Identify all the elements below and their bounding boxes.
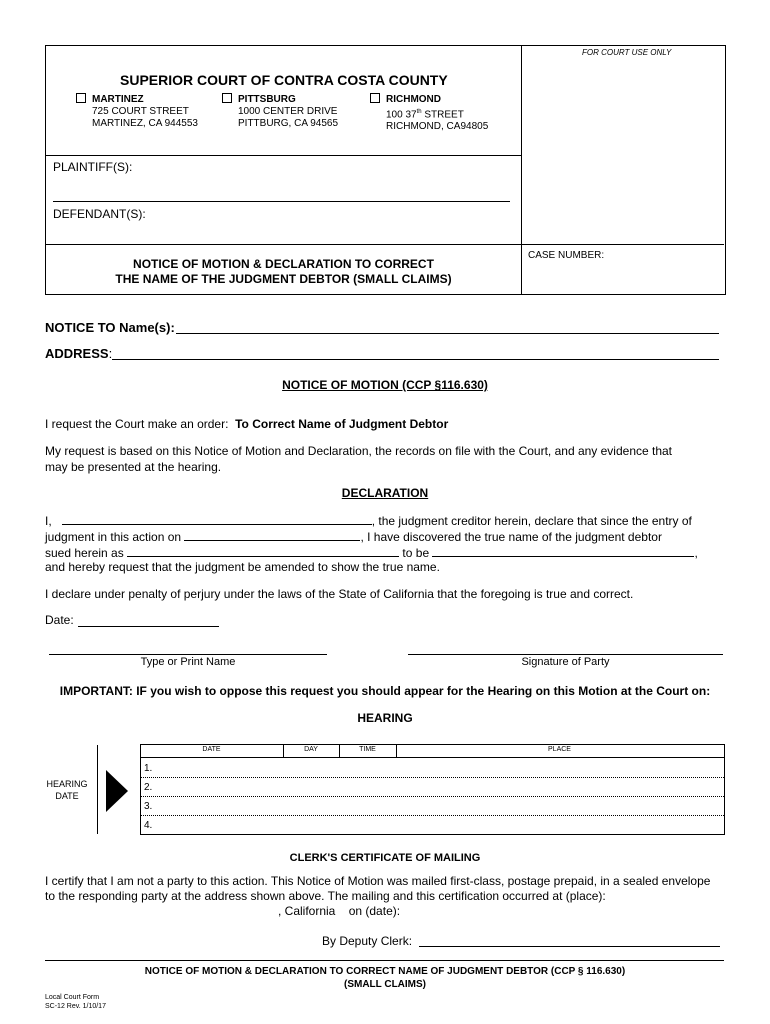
form-title [45, 257, 522, 287]
declaration-line-1: I, , the judgment creditor herein, declare that since the entry of [45, 514, 692, 528]
hearing-heading: HEARING [357, 711, 413, 725]
declarant-name-field[interactable] [62, 512, 372, 525]
clerk-place-date: , California on (date): [278, 904, 401, 918]
martinez-checkbox[interactable] [76, 93, 86, 103]
location-martinez [76, 93, 198, 130]
sued-name-field[interactable] [127, 544, 399, 557]
form-number: Local Court Form SC-12 Rev. 1/10/17 [45, 994, 106, 1010]
clerk-statement: I certify that I am not a party to this action. This Notice of Motion was mailed first-class, postage prepaid, in a sealed envelope to the responding party at the address shown above. The mailing and this certification occurred at (place): [45, 874, 711, 903]
arrow-right-icon [106, 770, 130, 812]
deputy-clerk-line[interactable] [419, 946, 720, 947]
court-title: SUPERIOR COURT OF CONTRA COSTA COUNTY [120, 72, 448, 88]
clerk-heading: CLERK'S CERTIFICATE OF MAILING [289, 852, 481, 864]
print-name-line[interactable] [49, 654, 327, 655]
signature-label: Signature of Party [521, 656, 610, 668]
pittsburg-address-1: 1000 CENTER DRIVE [238, 106, 338, 117]
perjury-statement: I declare under penalty of perjury under the laws of the State of California that the foregoing is true and correct. [45, 587, 634, 601]
martinez-address-2: MARTINEZ, CA 944553 [92, 118, 198, 129]
richmond-address-1: 100 37th STREET [386, 109, 464, 121]
judgment-date-field[interactable] [184, 528, 360, 541]
notice-to-line[interactable] [176, 333, 719, 334]
richmond-address-2: RICHMOND, CA94805 [386, 121, 489, 133]
pittsburg-address-2: PITTBURG, CA 94565 [238, 118, 339, 129]
form-title-line-2: THE NAME OF THE JUDGMENT DEBTOR (SMALL CLAIMS) [115, 272, 452, 286]
address-line[interactable] [112, 359, 719, 360]
martinez-name: MARTINEZ [92, 94, 144, 105]
address-label: ADDRESS: [45, 346, 113, 361]
motion-heading: NOTICE OF MOTION (CCP §116.630) [282, 378, 488, 392]
richmond-checkbox[interactable] [370, 93, 380, 103]
pittsburg-name: PITTSBURG [238, 94, 296, 105]
pittsburg-checkbox[interactable] [222, 93, 232, 103]
declaration-line-2: judgment in this action on , I have discovered the true name of the judgment debtor [45, 530, 662, 544]
hearing-side-label: HEARING DATE [46, 779, 88, 801]
hearing-row[interactable]: 3. [144, 801, 153, 812]
court-use-label: FOR COURT USE ONLY [582, 48, 672, 57]
signature-line[interactable] [408, 654, 723, 655]
print-name-label: Type or Print Name [140, 656, 236, 668]
motion-request: I request the Court make an order: To Correct Name of Judgment Debtor [45, 417, 449, 431]
declaration-line-4: and hereby request that the judgment be amended to show the true name. [45, 560, 440, 574]
declaration-line-3: sued herein as to be , [45, 546, 698, 560]
plaintiff-line[interactable] [53, 201, 510, 202]
richmond-name: RICHMOND [386, 94, 441, 105]
col-place: PLACE [548, 746, 571, 753]
date-line[interactable] [78, 626, 219, 627]
location-richmond [370, 93, 488, 133]
true-name-field[interactable] [432, 544, 694, 557]
motion-basis: My request is based on this Notice of Motion and Declaration, the records on file with the Court, and any evidence that may be presented at the hearing. [45, 444, 673, 474]
deputy-clerk-label: By Deputy Clerk: [322, 934, 413, 948]
location-pittsburg [222, 93, 338, 130]
declaration-heading: DECLARATION [341, 486, 429, 500]
defendant-label: DEFENDANT(S): [53, 207, 146, 221]
hearing-row[interactable]: 1. [144, 763, 153, 774]
plaintiff-label: PLAINTIFF(S): [53, 160, 133, 174]
martinez-address-1: 725 COURT STREET [92, 106, 189, 117]
col-day: DAY [304, 746, 318, 753]
footer-title: NOTICE OF MOTION & DECLARATION TO CORRECT NAME OF JUDGMENT DEBTOR (CCP § 116.630) (SMALL CLAIMS) [144, 966, 626, 990]
important-notice: IMPORTANT: IF you wish to oppose this request you should appear for the Hearing on this Motion at the Court on: [59, 684, 711, 698]
case-number-label: CASE NUMBER: [528, 250, 605, 261]
hearing-row[interactable]: 2. [144, 782, 153, 793]
date-label: Date: [45, 613, 74, 627]
hearing-row[interactable]: 4. [144, 820, 153, 831]
form-title-line-1: NOTICE OF MOTION & DECLARATION TO CORRECT [133, 257, 434, 271]
notice-to-label: NOTICE TO Name(s): [45, 320, 175, 335]
col-time: TIME [359, 746, 376, 753]
col-date: DATE [202, 746, 221, 753]
